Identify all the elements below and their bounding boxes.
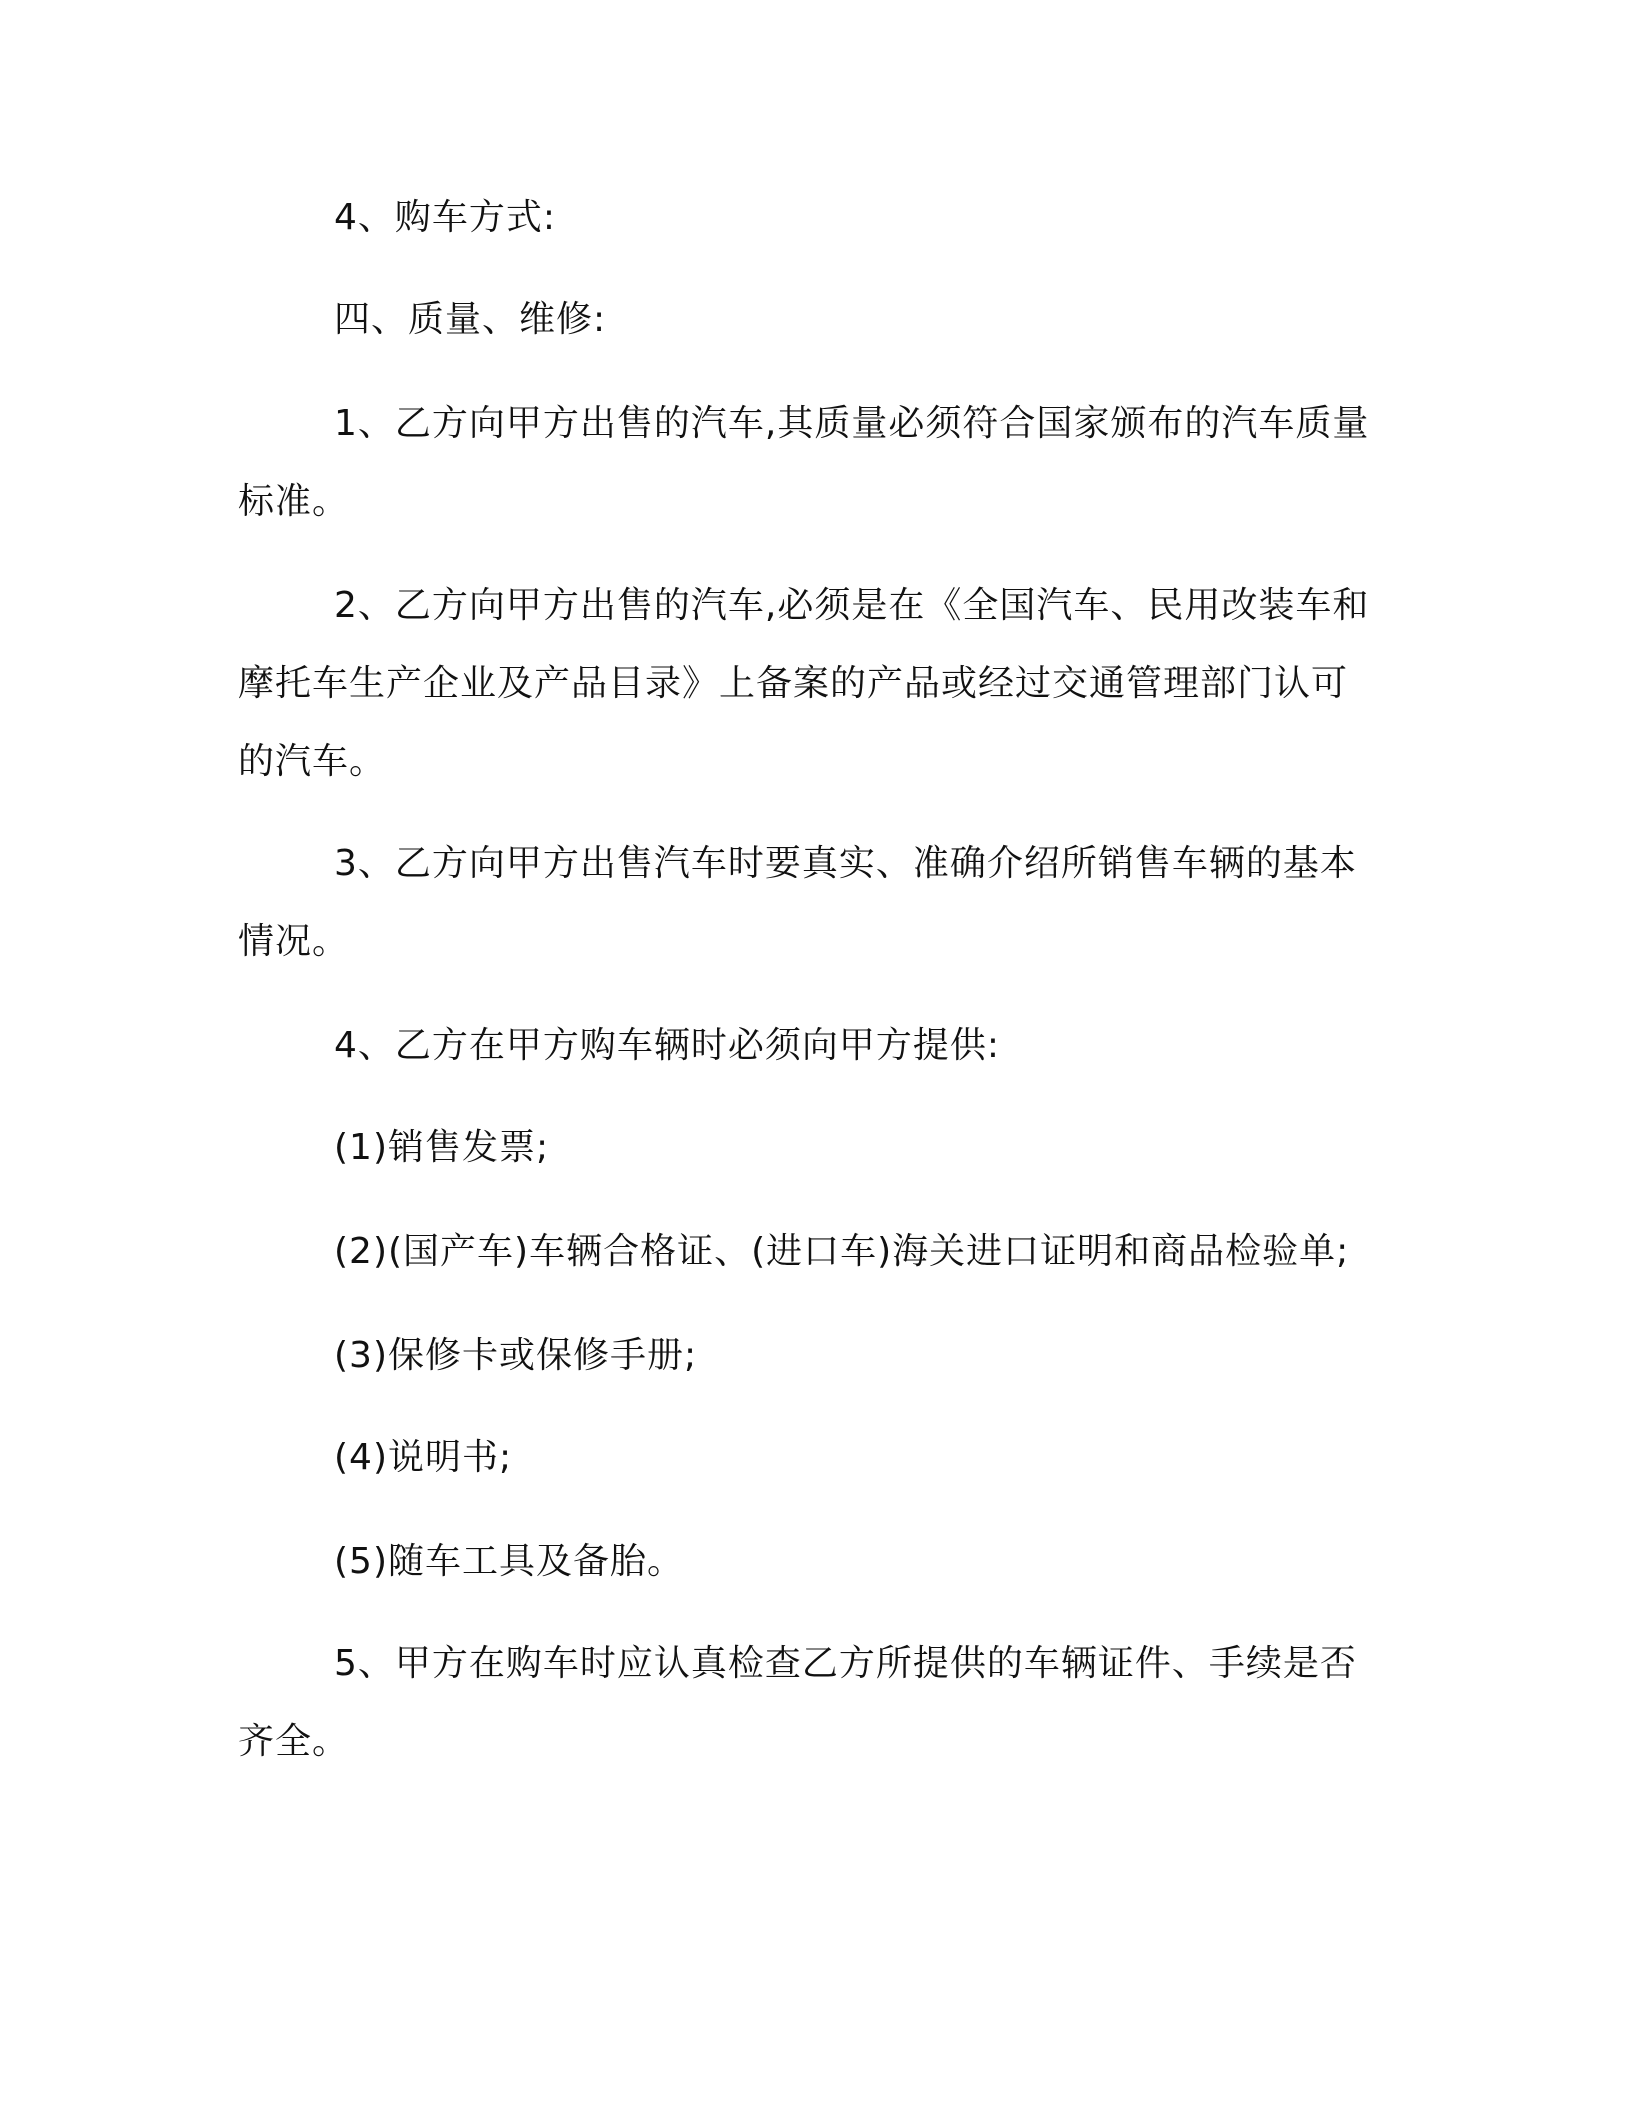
- paragraph-line: 的汽车。: [238, 741, 387, 782]
- paragraph-line: 4、乙方在甲方购车辆时必须向甲方提供:: [334, 1025, 1001, 1066]
- list-item: (5)随车工具及备胎。: [334, 1541, 684, 1582]
- paragraph-line: 4、购车方式:: [334, 197, 557, 238]
- section-heading: 四、质量、维修:: [334, 299, 607, 340]
- list-item: (2)(国产车)车辆合格证、(进口车)海关进口证明和商品检验单;: [334, 1231, 1350, 1272]
- paragraph-line: 齐全。: [238, 1721, 350, 1762]
- paragraph-line: 情况。: [238, 921, 350, 962]
- list-item: (4)说明书;: [334, 1437, 513, 1478]
- paragraph-line: 3、乙方向甲方出售汽车时要真实、准确介绍所销售车辆的基本: [334, 843, 1357, 884]
- paragraph-line: 标准。: [238, 481, 350, 522]
- paragraph-line: 5、甲方在购车时应认真检查乙方所提供的车辆证件、手续是否: [334, 1643, 1357, 1684]
- list-item: (3)保修卡或保修手册;: [334, 1335, 698, 1376]
- paragraph-line: 1、乙方向甲方出售的汽车,其质量必须符合国家颁布的汽车质量: [334, 403, 1370, 444]
- paragraph-line: 2、乙方向甲方出售的汽车,必须是在《全国汽车、民用改装车和: [334, 585, 1370, 626]
- paragraph-line: 摩托车生产企业及产品目录》上备案的产品或经过交通管理部门认可: [238, 663, 1349, 704]
- list-item: (1)销售发票;: [334, 1127, 550, 1168]
